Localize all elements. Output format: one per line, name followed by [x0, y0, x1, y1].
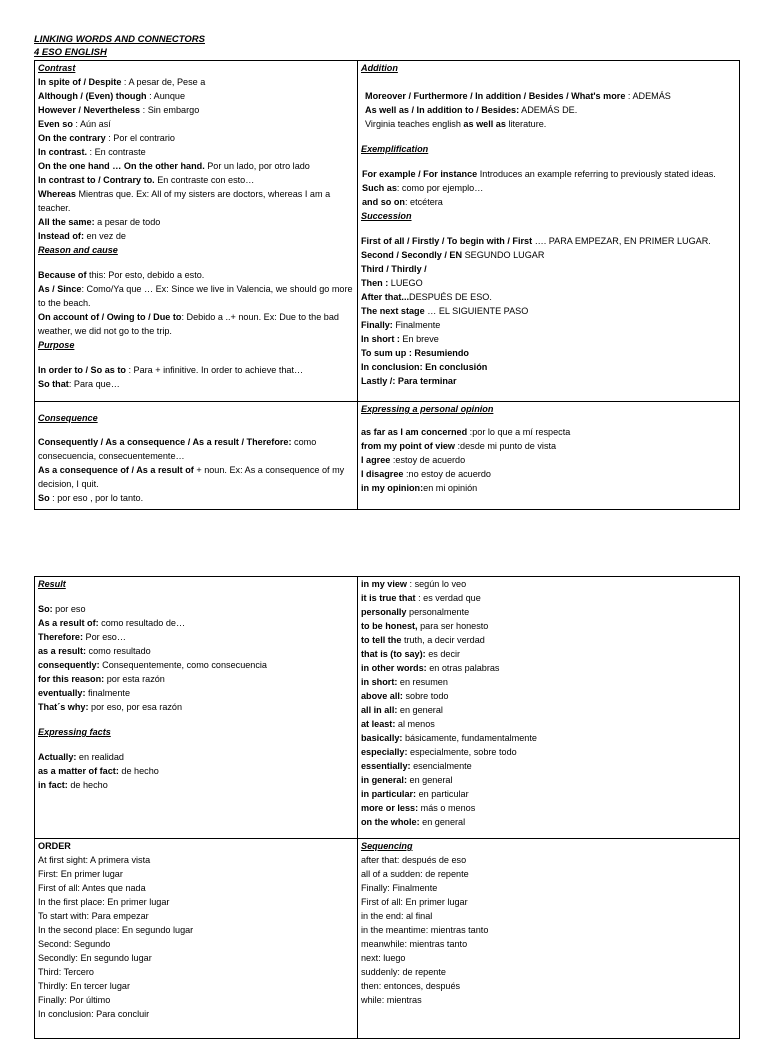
entry-meaning: :por lo que a mí respecta: [467, 427, 571, 437]
entry-line: [361, 577, 736, 591]
entry-term: In short :: [361, 334, 400, 344]
entry-meaning: en general: [419, 817, 466, 827]
entry-line: [38, 159, 354, 173]
entry-line: [38, 764, 354, 778]
entry-line: [38, 435, 354, 463]
entry-term: in other words:: [361, 663, 427, 673]
heading-contrast: Contrast: [38, 63, 76, 73]
entry-term: That´s why:: [38, 702, 89, 712]
entry-term: consequently:: [38, 660, 100, 670]
entry-meaning: en resumen: [397, 677, 448, 687]
entry-term: In spite of / Despite: [38, 77, 122, 87]
doc-title: LINKING WORDS AND CONNECTORS: [34, 34, 205, 45]
entry-line: [362, 167, 736, 181]
entry-term: eventually:: [38, 688, 86, 698]
entry-line: Finally: Por último: [38, 995, 111, 1005]
entry-line: [361, 605, 736, 619]
entry-line: [361, 703, 736, 717]
entry-meaning: : Aún así: [72, 119, 111, 129]
entry-term: Finally:: [361, 320, 393, 330]
entry-line: [38, 173, 354, 187]
list-order: [38, 853, 354, 1021]
cell-consequence: [35, 402, 358, 510]
entry-line: Secondly: En segundo lugar: [38, 953, 152, 963]
entry-term: in fact:: [38, 780, 68, 790]
cell-contrast-reason-purpose: [35, 61, 358, 402]
list-succession: [361, 234, 736, 388]
entry-meaning: Por un lado, por otro lado: [204, 161, 310, 171]
connectors-table-2: [34, 576, 740, 1039]
entry-meaning: : Debido a ..+ noun. Ex: Due to the bad weather, we did not go to the trip.: [38, 312, 339, 336]
entry-line: In the first place: En primer lugar: [38, 897, 170, 907]
entry-line: [361, 439, 736, 453]
heading-opinion: Expressing a personal opinion: [361, 404, 494, 414]
entry-meaning: literature.: [505, 119, 547, 129]
entry-line: [361, 304, 736, 318]
entry-meaning: + noun. Ex: As a consequence of my decision, I quit.: [38, 465, 345, 489]
entry-meaning: por eso: [52, 604, 86, 614]
entry-line: [361, 633, 736, 647]
heading-result: Result: [38, 579, 66, 589]
entry-line: [38, 750, 354, 764]
entry-line: [361, 661, 736, 675]
entry-term: for this reason:: [38, 674, 105, 684]
entry-term: So: [38, 493, 50, 503]
entry-meaning: : es verdad que: [415, 593, 481, 603]
entry-term: Consequently / As a consequence / As a result / Therefore:: [38, 437, 292, 447]
entry-meaning: ADEMÁS DE.: [519, 105, 578, 115]
entry-meaning: de hecho: [67, 780, 108, 790]
doc-subtitle: 4 ESO ENGLISH: [34, 47, 107, 58]
entry-line: Finally: Finalmente: [361, 883, 438, 893]
entry-term: Moreover / Furthermore / In addition / Besides / What's more: [365, 91, 626, 101]
entry-term: Even so: [38, 119, 73, 129]
entry-meaning: : según lo veo: [407, 579, 467, 589]
entry-meaning: : En contraste: [87, 147, 146, 157]
entry-term: On the contrary: [38, 133, 106, 143]
entry-meaning: En contraste con esto…: [154, 175, 255, 185]
list-result: [38, 602, 354, 714]
entry-line: At first sight: A primera vista: [38, 855, 151, 865]
entry-line: [38, 377, 354, 391]
entry-line: [38, 310, 354, 338]
entry-line: [361, 453, 736, 467]
entry-term: Although / (Even) though: [38, 91, 147, 101]
cell-opinion: [358, 402, 740, 510]
entry-line: meanwhile: mientras tanto: [361, 939, 468, 949]
entry-line: all of a sudden: de repente: [361, 869, 469, 879]
entry-line: next: luego: [361, 953, 406, 963]
entry-term: that is (to say):: [361, 649, 426, 659]
entry-line: [361, 689, 736, 703]
entry-meaning: como resultado: [86, 646, 151, 656]
entry-line: [361, 290, 736, 304]
entry-meaning: : Aunque: [146, 91, 186, 101]
entry-meaning: … EL SIGUIENTE PASO: [424, 306, 529, 316]
entry-meaning: :estoy de acuerdo: [390, 455, 466, 465]
entry-term: After that...: [361, 292, 409, 302]
entry-meaning: para ser honesto: [417, 621, 489, 631]
entry-term: Whereas: [38, 189, 76, 199]
entry-term: on the whole:: [361, 817, 420, 827]
entry-meaning: a pesar de todo: [94, 217, 161, 227]
entry-term: The next stage: [361, 306, 425, 316]
entry-line: [38, 89, 354, 103]
entry-meaning: por eso, por esa razón: [88, 702, 183, 712]
entry-meaning: como consecuencia, consecuentemente…: [38, 437, 317, 461]
entry-line: [361, 717, 736, 731]
entry-line: [361, 234, 736, 248]
heading-consequence: Consequence: [38, 413, 98, 423]
entry-meaning: sobre todo: [402, 691, 449, 701]
entry-line: [361, 759, 736, 773]
cell-addition-succession: [358, 61, 740, 402]
entry-line: First of all: En primer lugar: [361, 897, 468, 907]
entry-line: [365, 89, 736, 103]
entry-term: basically:: [361, 733, 403, 743]
entry-line: [361, 276, 736, 290]
entry-line: [38, 75, 354, 89]
entry-term: essentially:: [361, 761, 411, 771]
cell-sequencing: [358, 839, 740, 1039]
entry-term: However / Nevertheless: [38, 105, 141, 115]
entry-meaning: básicamente, fundamentalmente: [402, 733, 537, 743]
list-consequence: [38, 435, 354, 505]
entry-line: [38, 363, 354, 377]
entry-meaning: Mientras que. Ex: All of my sisters are doctors, whereas I am a teacher.: [38, 189, 331, 213]
entry-term: So:: [38, 604, 53, 614]
entry-term: and so on: [362, 197, 405, 207]
entry-term: Third / Thirdly /: [361, 264, 427, 274]
entry-line: [38, 778, 354, 792]
entry-term: As well as / In addition to / Besides:: [365, 105, 520, 115]
entry-line: First of all: Antes que nada: [38, 883, 146, 893]
entry-term: I agree: [361, 455, 391, 465]
entry-line: [38, 463, 354, 491]
entry-term: In contrast to / Contrary to.: [38, 175, 155, 185]
entry-term: all in all:: [361, 705, 398, 715]
entry-meaning: personalmente: [406, 607, 470, 617]
cell-order: [35, 839, 358, 1039]
list-purpose: [38, 363, 354, 391]
entry-meaning: : Por el contrario: [105, 133, 175, 143]
entry-line: [361, 360, 736, 374]
entry-line: suddenly: de repente: [361, 967, 446, 977]
entry-line: [361, 374, 736, 388]
entry-meaning: :no estoy de acuerdo: [403, 469, 491, 479]
entry-meaning: LUEGO: [388, 278, 423, 288]
entry-term: Actually:: [38, 752, 77, 762]
entry-term: especially:: [361, 747, 408, 757]
entry-line: Thirdly: En tercer lugar: [38, 981, 130, 991]
cell-result-facts: [35, 577, 358, 839]
entry-line: in the end: al final: [361, 911, 433, 921]
entry-meaning: en realidad: [76, 752, 124, 762]
entry-term: Instead of:: [38, 231, 84, 241]
entry-line: [38, 117, 354, 131]
heading-purpose: Purpose: [38, 340, 75, 350]
entry-line: In conclusion: Para concluir: [38, 1009, 150, 1019]
entry-term: in particular:: [361, 789, 417, 799]
entry-term: at least:: [361, 719, 396, 729]
entry-line: [361, 773, 736, 787]
entry-meaning: : A pesar de, Pese a: [121, 77, 206, 87]
entry-line: after that: después de eso: [361, 855, 467, 865]
list-facts: [38, 750, 354, 792]
entry-line: [38, 187, 354, 215]
connectors-table-1: [34, 60, 740, 510]
entry-line: [361, 346, 736, 360]
entry-line: [361, 675, 736, 689]
entry-term: On account of / Owing to / Due to: [38, 312, 182, 322]
entry-meaning: Por eso…: [82, 632, 126, 642]
heading-reason: Reason and cause: [38, 245, 118, 255]
list-contrast: [38, 75, 354, 243]
entry-line: [38, 686, 354, 700]
entry-term: to tell the: [361, 635, 402, 645]
entry-meaning: : Sin embargo: [140, 105, 200, 115]
entry-line: [362, 181, 736, 195]
entry-term: as a matter of fact:: [38, 766, 119, 776]
entry-term: personally: [361, 607, 407, 617]
entry-line: [362, 195, 736, 209]
entry-line: [38, 700, 354, 714]
entry-term: as a result:: [38, 646, 87, 656]
entry-line: then: entonces, después: [361, 981, 461, 991]
entry-line: First: En primer lugar: [38, 869, 123, 879]
entry-meaning: en general: [406, 775, 453, 785]
entry-line: in the meantime: mientras tanto: [361, 925, 489, 935]
entry-meaning: En breve: [399, 334, 439, 344]
list-opinion: [361, 425, 736, 495]
entry-meaning: : por eso , por lo tanto.: [49, 493, 144, 503]
entry-meaning: especialmente, sobre todo: [407, 747, 517, 757]
entry-line: Third: Tercero: [38, 967, 94, 977]
entry-line: [38, 145, 354, 159]
entry-line: [361, 619, 736, 633]
entry-line: [365, 103, 736, 117]
entry-line: [38, 658, 354, 672]
entry-line: [38, 491, 354, 505]
entry-term: As / Since: [38, 284, 82, 294]
list-view: [361, 577, 736, 829]
entry-meaning: SEGUNDO LUGAR: [462, 250, 545, 260]
entry-term: Second / Secondly / EN: [361, 250, 463, 260]
entry-meaning: : Para + infinitive. In order to achieve that…: [125, 365, 304, 375]
entry-term: I disagree: [361, 469, 404, 479]
entry-line: [361, 731, 736, 745]
entry-term: To sum up : Resumiendo: [361, 348, 469, 358]
list-sequencing: [361, 853, 736, 1007]
entry-meaning: Virginia teaches english: [365, 119, 464, 129]
entry-term: it is true that: [361, 593, 416, 603]
entry-term: As a consequence of / As a result of: [38, 465, 194, 475]
entry-term: as far as I am concerned: [361, 427, 468, 437]
entry-term: more or less:: [361, 803, 419, 813]
entry-line: [38, 131, 354, 145]
entry-term: in short:: [361, 677, 398, 687]
cell-view: [358, 577, 740, 839]
entry-term: in general:: [361, 775, 407, 785]
entry-term: from my point of view: [361, 441, 455, 451]
entry-meaning: en otras palabras: [426, 663, 500, 673]
entry-meaning: es decir: [425, 649, 461, 659]
entry-meaning: Consequentemente, como consecuencia: [99, 660, 267, 670]
entry-meaning: :desde mi punto de vista: [454, 441, 557, 451]
heading-addition: Addition: [361, 63, 398, 73]
entry-term: above all:: [361, 691, 403, 701]
entry-line: [365, 117, 736, 131]
entry-line: [361, 425, 736, 439]
entry-line: [361, 801, 736, 815]
entry-meaning: finalmente: [85, 688, 130, 698]
entry-term: Therefore:: [38, 632, 83, 642]
heading-succession: Succession: [361, 211, 412, 221]
entry-meaning: por esta razón: [104, 674, 165, 684]
entry-meaning: más o menos: [418, 803, 476, 813]
entry-meaning: …. PARA EMPEZAR, EN PRIMER LUGAR.: [532, 236, 711, 246]
heading-exemplification: Exemplification: [361, 144, 429, 154]
entry-line: [38, 644, 354, 658]
entry-meaning: esencialmente: [410, 761, 472, 771]
entry-meaning: DESPUÉS DE ESO.: [409, 292, 492, 302]
entry-line: while: mientras: [361, 995, 422, 1005]
entry-term: Because of: [38, 270, 87, 280]
entry-meaning: de hecho: [118, 766, 159, 776]
entry-meaning: Introduces an example referring to previously stated ideas.: [477, 169, 716, 179]
entry-term: On the one hand … On the other hand.: [38, 161, 205, 171]
entry-line: [38, 672, 354, 686]
entry-term: as well as: [463, 119, 506, 129]
entry-term: Then :: [361, 278, 389, 288]
entry-term: In order to / So as to: [38, 365, 126, 375]
entry-line: To start with: Para empezar: [38, 911, 149, 921]
entry-term: in my opinion:: [361, 483, 424, 493]
list-addition: [361, 89, 736, 131]
entry-term: All the same:: [38, 217, 95, 227]
entry-line: [38, 215, 354, 229]
entry-term: in my view: [361, 579, 407, 589]
entry-term: In conclusion: En conclusión: [361, 362, 488, 372]
entry-line: [361, 481, 736, 495]
list-reason: [38, 268, 354, 338]
entry-line: [361, 647, 736, 661]
entry-line: [361, 318, 736, 332]
entry-meaning: : etcétera: [404, 197, 443, 207]
entry-line: [38, 268, 354, 282]
heading-order: ORDER: [38, 841, 71, 851]
entry-meaning: en mi opinión: [423, 483, 478, 493]
entry-line: [361, 262, 736, 276]
entry-term: Lastly /: Para terminar: [361, 376, 457, 386]
list-exemplification: [361, 167, 736, 209]
entry-term: First of all / Firstly / To begin with / First: [361, 236, 533, 246]
entry-meaning: : Como/Ya que … Ex: Since we live in Valencia, we should go more to the beach.: [38, 284, 353, 308]
entry-term: In contrast.: [38, 147, 88, 157]
entry-term: For example / For instance: [362, 169, 478, 179]
entry-meaning: : Para que…: [68, 379, 120, 389]
entry-line: [38, 602, 354, 616]
entry-line: [361, 332, 736, 346]
entry-line: [38, 229, 354, 243]
entry-meaning: al menos: [395, 719, 435, 729]
heading-facts: Expressing facts: [38, 727, 111, 737]
entry-line: [38, 616, 354, 630]
entry-term: So that: [38, 379, 69, 389]
entry-meaning: : ADEMÁS: [625, 91, 671, 101]
entry-line: [361, 815, 736, 829]
entry-line: In the second place: En segundo lugar: [38, 925, 194, 935]
entry-line: [38, 630, 354, 644]
entry-meaning: this: Por esto, debido a esto.: [86, 270, 205, 280]
entry-line: [38, 282, 354, 310]
entry-meaning: como resultado de…: [98, 618, 186, 628]
entry-line: Second: Segundo: [38, 939, 111, 949]
entry-line: [38, 103, 354, 117]
entry-meaning: Finalmente: [392, 320, 441, 330]
entry-line: [361, 787, 736, 801]
entry-meaning: en particular: [416, 789, 469, 799]
entry-meaning: en general: [397, 705, 443, 715]
entry-meaning: en vez de: [83, 231, 126, 241]
entry-line: [361, 591, 736, 605]
entry-line: [361, 467, 736, 481]
heading-sequencing: Sequencing: [361, 841, 413, 851]
entry-term: to be honest,: [361, 621, 418, 631]
entry-term: As a result of:: [38, 618, 99, 628]
entry-meaning: truth, a decir verdad: [401, 635, 485, 645]
entry-line: [361, 745, 736, 759]
entry-term: Such as: [362, 183, 397, 193]
entry-line: [361, 248, 736, 262]
entry-meaning: : como por ejemplo…: [396, 183, 484, 193]
